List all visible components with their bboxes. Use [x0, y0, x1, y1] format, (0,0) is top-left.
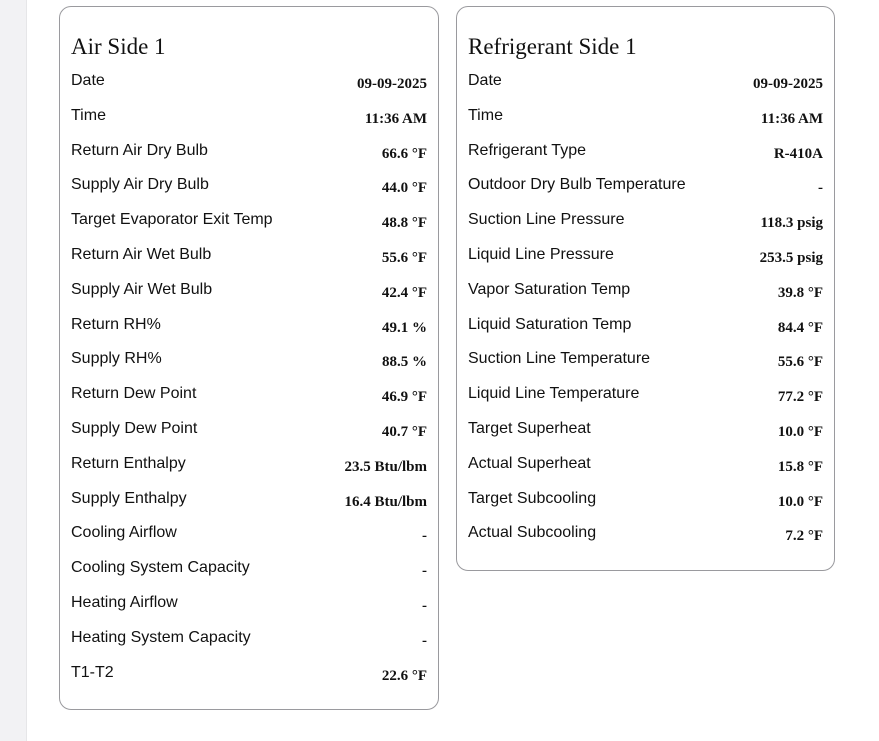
- air-side-row: [60, 594, 438, 624]
- air-side-card: [59, 6, 439, 710]
- air-side-row: [60, 490, 438, 520]
- air-side-row: [60, 246, 438, 276]
- refrigerant-side-row-label: Refrigerant Type: [468, 141, 586, 159]
- refrigerant-side-row: [457, 246, 834, 276]
- air-side-row-label: Heating System Capacity: [71, 628, 251, 646]
- refrigerant-side-row-value: 7.2 °F: [785, 528, 823, 545]
- air-side-row-label: Target Evaporator Exit Temp: [71, 211, 273, 229]
- refrigerant-side-row-label: Actual Subcooling: [468, 524, 597, 542]
- air-side-row-value: 48.8 °F: [381, 215, 427, 232]
- air-side-row: [60, 72, 438, 102]
- air-side-title: Air Side 1: [71, 34, 166, 59]
- refrigerant-side-row: [457, 385, 834, 415]
- air-side-row-label: Supply Enthalpy: [71, 489, 187, 507]
- air-side-row: [60, 107, 438, 137]
- refrigerant-side-row: [457, 455, 834, 485]
- air-side-row: [60, 176, 438, 206]
- air-side-row-value: 09-09-2025: [357, 76, 427, 92]
- refrigerant-side-row-label: Suction Line Temperature: [468, 350, 651, 368]
- refrigerant-side-row-label: Date: [468, 72, 502, 89]
- air-side-row-value: 49.1 %: [382, 319, 427, 336]
- air-side-row-label: Heating Airflow: [71, 594, 178, 611]
- refrigerant-side-row: [457, 490, 834, 520]
- air-side-row-label: Return RH%: [71, 315, 161, 333]
- air-side-row-value: 22.6 °F: [381, 667, 427, 684]
- air-side-row-label: Return Enthalpy: [71, 454, 186, 472]
- air-side-row: [60, 316, 438, 346]
- air-side-row: [60, 281, 438, 311]
- air-side-row: [60, 420, 438, 450]
- air-side-row-label: Supply Air Wet Bulb: [71, 280, 213, 298]
- air-side-row-label: Return Air Dry Bulb: [71, 141, 208, 159]
- refrigerant-side-row-label: Outdoor Dry Bulb Temperature: [468, 176, 686, 194]
- air-side-row: [60, 455, 438, 485]
- air-side-row-label: Supply RH%: [71, 350, 162, 368]
- refrigerant-side-row-value: 09-09-2025: [753, 76, 823, 92]
- air-side-row-label: Return Dew Point: [71, 385, 197, 403]
- refrigerant-side-row-value: R-410A: [773, 145, 823, 162]
- refrigerant-side-row-value: 10.0 °F: [777, 493, 823, 510]
- air-side-row: [60, 142, 438, 172]
- refrigerant-side-row: [457, 420, 834, 450]
- air-side-row: [60, 664, 438, 694]
- refrigerant-side-row: [457, 142, 834, 172]
- air-side-row-value: -: [422, 598, 427, 614]
- refrigerant-side-row: [457, 107, 834, 137]
- refrigerant-side-row: [457, 524, 834, 554]
- air-side-row-value: -: [422, 632, 427, 649]
- left-gutter: [0, 0, 27, 741]
- air-side-row-value: 55.6 °F: [381, 250, 427, 266]
- refrigerant-side-row-label: Target Subcooling: [468, 489, 597, 507]
- air-side-row-value: 46.9 °F: [381, 389, 427, 406]
- air-side-row: [60, 524, 438, 554]
- air-side-row-label: Return Air Wet Bulb: [71, 246, 212, 263]
- refrigerant-side-row-label: Liquid Line Temperature: [468, 385, 640, 403]
- refrigerant-side-row-value: -: [818, 180, 823, 197]
- air-side-row-label: T1-T2: [71, 663, 114, 681]
- refrigerant-side-row-value: 253.5 psig: [759, 250, 823, 266]
- air-side-row-label: Cooling System Capacity: [71, 559, 250, 577]
- refrigerant-side-row: [457, 281, 834, 311]
- refrigerant-side-row: [457, 211, 834, 241]
- refrigerant-side-row-label: Liquid Saturation Temp: [468, 315, 632, 333]
- refrigerant-side-row-label: Liquid Line Pressure: [468, 246, 614, 263]
- air-side-row-label: Cooling Airflow: [71, 524, 177, 542]
- refrigerant-side-row-value: 10.0 °F: [777, 424, 823, 440]
- air-side-row-value: -: [422, 563, 427, 580]
- air-side-row: [60, 629, 438, 659]
- refrigerant-side-row-value: 39.8 °F: [777, 284, 823, 301]
- refrigerant-side-row-label: Time: [468, 106, 503, 124]
- air-side-row-label: Supply Dew Point: [71, 420, 198, 437]
- refrigerant-side-row-value: 15.8 °F: [777, 458, 823, 475]
- air-side-row-label: Date: [71, 72, 105, 89]
- refrigerant-side-row-label: Vapor Saturation Temp: [468, 280, 631, 298]
- refrigerant-side-row: [457, 350, 834, 380]
- refrigerant-side-row-value: 77.2 °F: [777, 389, 823, 406]
- air-side-row: [60, 211, 438, 241]
- refrigerant-side-card: [456, 6, 835, 571]
- refrigerant-side-row-value: 84.4 °F: [777, 319, 823, 336]
- air-side-row: [60, 350, 438, 380]
- air-side-row-value: -: [422, 528, 427, 545]
- refrigerant-side-row-label: Actual Superheat: [468, 454, 591, 472]
- refrigerant-side-row: [457, 316, 834, 346]
- air-side-row: [60, 385, 438, 415]
- refrigerant-side-row-value: 11:36 AM: [760, 110, 823, 127]
- refrigerant-side-title: Refrigerant Side 1: [468, 34, 637, 59]
- air-side-row-value: 88.5 %: [382, 354, 427, 371]
- refrigerant-side-row-label: Target Superheat: [468, 420, 591, 437]
- air-side-row-value: 23.5 Btu/lbm: [344, 458, 427, 475]
- refrigerant-side-row: [457, 176, 834, 206]
- refrigerant-side-row: [457, 72, 834, 102]
- air-side-row-value: 16.4 Btu/lbm: [344, 493, 427, 510]
- air-side-row: [60, 559, 438, 589]
- air-side-row-value: 66.6 °F: [381, 145, 427, 162]
- air-side-row-value: 11:36 AM: [364, 110, 427, 127]
- air-side-row-label: Supply Air Dry Bulb: [71, 176, 209, 194]
- air-side-row-value: 42.4 °F: [381, 284, 427, 301]
- refrigerant-side-row-value: 55.6 °F: [777, 354, 823, 371]
- refrigerant-side-row-value: 118.3 psig: [760, 215, 823, 232]
- air-side-row-value: 40.7 °F: [381, 424, 427, 440]
- air-side-row-label: Time: [71, 106, 106, 124]
- air-side-row-value: 44.0 °F: [381, 180, 427, 197]
- refrigerant-side-row-label: Suction Line Pressure: [468, 211, 625, 229]
